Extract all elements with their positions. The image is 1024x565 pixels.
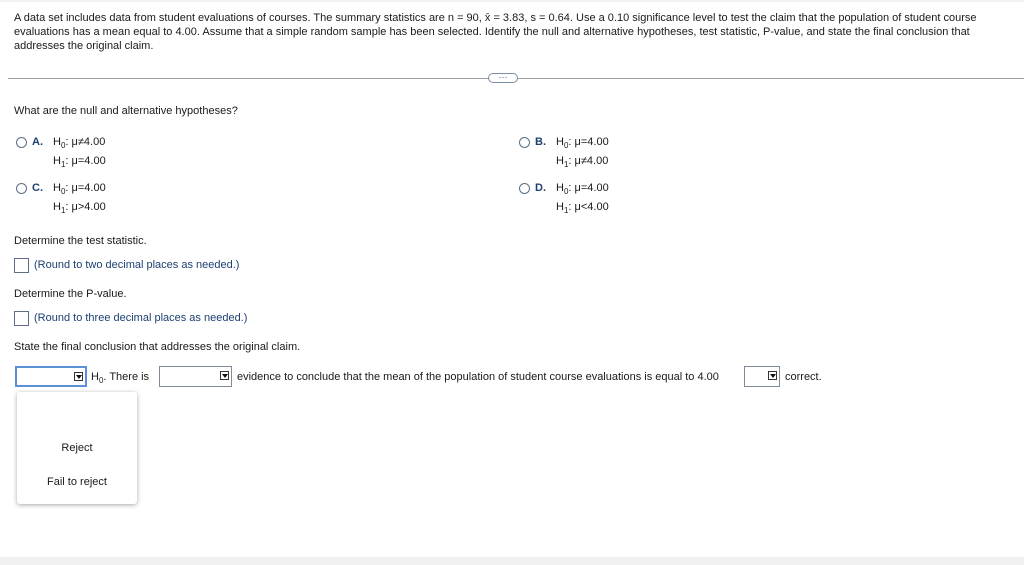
menu-item-reject[interactable]: Reject bbox=[61, 442, 93, 454]
test-statistic-input[interactable] bbox=[14, 258, 29, 273]
option-a-letter: A. bbox=[32, 136, 43, 148]
option-a-h0: $H_0$: μ≠4.00 bbox=[53, 136, 106, 151]
option-d-h0: $H_0$: μ=4.00 bbox=[556, 182, 609, 197]
conclusion-text-h0: $H_0$. There is bbox=[91, 371, 150, 386]
option-c-letter: C. bbox=[32, 182, 43, 194]
test-statistic-hint: (Round to two decimal places as needed.) bbox=[34, 259, 240, 271]
option-a-h1: $H_1$: μ=4.00 bbox=[53, 155, 106, 170]
more-button[interactable]: ··· bbox=[488, 73, 518, 83]
question-text: A data set includes data from student evaluations of courses. The summary statistics are n = 90, x̄ = 3.83, s = 0.64. Use a 0.10 significance level to test the claim that the population of student course evaluations has a mean equal to 4.00. Assume that a simple random sample has been selected. Identify the null and alternative hypotheses, test statistic, P-value, and state the final conclusion that addresses the original claim. bbox=[14, 12, 977, 52]
top-rule bbox=[0, 0, 1024, 2]
chevron-down-icon bbox=[768, 371, 777, 380]
conclusion-text-correct: correct. bbox=[785, 371, 822, 383]
option-d-radio[interactable] bbox=[519, 183, 530, 194]
conclusion-text-evidence: evidence to conclude that the mean of the population of student course evaluations is equal to 4.00 bbox=[237, 371, 719, 383]
p-value-hint: (Round to three decimal places as needed.) bbox=[34, 312, 248, 324]
decision-dropdown-menu bbox=[17, 392, 137, 504]
option-c-h0: $H_0$: μ=4.00 bbox=[53, 182, 106, 197]
menu-item-fail-to-reject[interactable]: Fail to reject bbox=[47, 476, 107, 488]
option-b-h1: $H_1$: μ≠4.00 bbox=[556, 155, 609, 170]
p-value-input[interactable] bbox=[14, 311, 29, 326]
option-d-letter: D. bbox=[535, 182, 546, 194]
chevron-down-icon bbox=[74, 372, 83, 381]
evidence-select[interactable] bbox=[159, 366, 232, 387]
conclusion-prompt: State the final conclusion that addresses the original claim. bbox=[14, 341, 301, 353]
option-c-h1: $H_1$: μ>4.00 bbox=[53, 201, 106, 216]
option-a-radio[interactable] bbox=[16, 137, 27, 148]
p-value-prompt: Determine the P-value. bbox=[14, 288, 127, 300]
option-c-radio[interactable] bbox=[16, 183, 27, 194]
option-b-h0: $H_0$: μ=4.00 bbox=[556, 136, 609, 151]
chevron-down-icon bbox=[220, 371, 229, 380]
option-d-h1: $H_1$: μ<4.00 bbox=[556, 201, 609, 216]
test-statistic-prompt: Determine the test statistic. bbox=[14, 235, 147, 247]
hypotheses-prompt: What are the null and alternative hypotheses? bbox=[14, 105, 238, 117]
footer-bar bbox=[0, 557, 1024, 565]
option-b-letter: B. bbox=[535, 136, 546, 148]
claim-select[interactable] bbox=[744, 366, 780, 387]
decision-select[interactable] bbox=[15, 366, 87, 387]
option-b-radio[interactable] bbox=[519, 137, 530, 148]
